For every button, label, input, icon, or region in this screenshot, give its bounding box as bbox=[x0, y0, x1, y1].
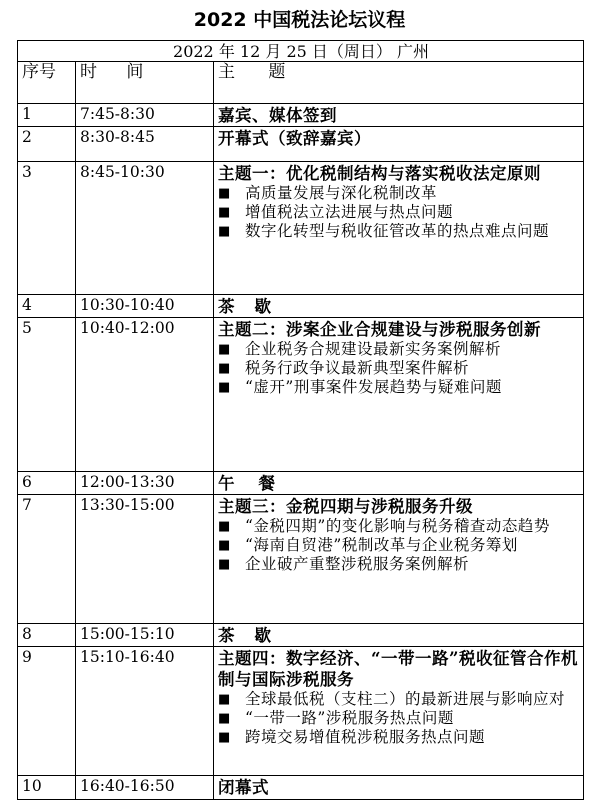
agenda-row bbox=[18, 472, 584, 495]
bullet-text: “海南自贸港”税制改革与企业税务筹划 bbox=[245, 536, 518, 554]
row-number: 9 bbox=[18, 647, 76, 776]
topic-bullet-item bbox=[218, 555, 580, 574]
bullet-square-icon: ■ bbox=[218, 361, 231, 376]
bullet-square-icon: ■ bbox=[218, 205, 231, 220]
bullet-square-icon: ■ bbox=[218, 557, 231, 572]
row-time: 7:45-8:30 bbox=[76, 104, 214, 127]
row-number: 4 bbox=[18, 295, 76, 318]
topic-bullet-item bbox=[218, 340, 580, 359]
row-number: 1 bbox=[18, 104, 76, 127]
row-topic bbox=[214, 776, 584, 800]
bullet-square-icon: ■ bbox=[218, 692, 231, 707]
bullet-text: 企业破产重整涉税服务案例解析 bbox=[245, 555, 470, 573]
agenda-row bbox=[18, 127, 584, 162]
bullet-text: “金税四期”的变化影响与税务稽查动态趋势 bbox=[245, 517, 550, 535]
row-time: 8:30-8:45 bbox=[76, 127, 214, 162]
agenda-row bbox=[18, 647, 584, 776]
bullet-square-icon: ■ bbox=[218, 519, 231, 534]
row-number: 8 bbox=[18, 624, 76, 647]
bullet-square-icon: ■ bbox=[218, 342, 231, 357]
topic-bullet-item bbox=[218, 359, 580, 378]
topic-heading: 主题三：金税四期与涉税服务升级 bbox=[218, 497, 473, 516]
topic-heading: 茶歇 bbox=[218, 626, 291, 645]
agenda-table bbox=[17, 40, 584, 800]
row-time: 15:00-15:10 bbox=[76, 624, 214, 647]
date-row bbox=[18, 41, 584, 62]
page-title: 2022 中国税法论坛议程 bbox=[193, 9, 406, 31]
row-topic bbox=[214, 162, 584, 295]
bullet-text: 税务行政争议最新典型案件解析 bbox=[245, 359, 470, 377]
bullet-text: 增值税法立法进展与热点问题 bbox=[245, 203, 454, 221]
row-number: 3 bbox=[18, 162, 76, 295]
header-topic: 主 题 bbox=[214, 62, 584, 104]
bullet-square-icon: ■ bbox=[218, 711, 231, 726]
row-time: 12:00-13:30 bbox=[76, 472, 214, 495]
row-time: 8:45-10:30 bbox=[76, 162, 214, 295]
row-topic bbox=[214, 318, 584, 472]
topic-bullet-item bbox=[218, 184, 580, 203]
row-topic bbox=[214, 295, 584, 318]
topic-heading: 嘉宾、媒体签到 bbox=[218, 106, 337, 125]
agenda-row bbox=[18, 495, 584, 624]
topic-bullet-item bbox=[218, 222, 580, 241]
agenda-row bbox=[18, 776, 584, 800]
agenda-row bbox=[18, 104, 584, 127]
agenda-body bbox=[18, 41, 584, 800]
row-number: 7 bbox=[18, 495, 76, 624]
bullet-text: 高质量发展与深化税制改革 bbox=[245, 184, 438, 202]
header-no: 序号 bbox=[18, 62, 76, 104]
agenda-row bbox=[18, 318, 584, 472]
topic-heading: 主题一：优化税制结构与落实税收法定原则 bbox=[218, 164, 541, 183]
topic-bullet-item bbox=[218, 709, 580, 728]
topic-bullet-item bbox=[218, 517, 580, 536]
row-topic bbox=[214, 104, 584, 127]
agenda-row bbox=[18, 624, 584, 647]
row-time: 10:30-10:40 bbox=[76, 295, 214, 318]
row-time: 16:40-16:50 bbox=[76, 776, 214, 800]
bullet-square-icon: ■ bbox=[218, 224, 231, 239]
topic-heading: 开幕式（致辞嘉宾） bbox=[218, 129, 371, 148]
header-time: 时 间 bbox=[76, 62, 214, 104]
bullet-text: 数字化转型与税收征管改革的热点难点问题 bbox=[245, 222, 550, 240]
topic-bullet-item bbox=[218, 536, 580, 555]
topic-heading: 主题二：涉案企业合规建设与涉税服务创新 bbox=[218, 320, 541, 339]
row-topic bbox=[214, 495, 584, 624]
bullet-text: 跨境交易增值税涉税服务热点问题 bbox=[245, 728, 486, 746]
topic-heading: 闭幕式 bbox=[218, 778, 269, 797]
topic-bullet-item bbox=[218, 203, 580, 222]
bullet-square-icon: ■ bbox=[218, 186, 231, 201]
topic-heading: 午餐 bbox=[218, 474, 299, 493]
bullet-text: 全球最低税（支柱二）的最新进展与影响应对 bbox=[245, 690, 566, 708]
header-row bbox=[18, 62, 584, 104]
row-topic bbox=[214, 472, 584, 495]
row-topic bbox=[214, 647, 584, 776]
row-time: 13:30-15:00 bbox=[76, 495, 214, 624]
bullet-square-icon: ■ bbox=[218, 538, 231, 553]
topic-bullet-item bbox=[218, 378, 580, 397]
agenda-row bbox=[18, 295, 584, 318]
row-time: 10:40-12:00 bbox=[76, 318, 214, 472]
row-number: 6 bbox=[18, 472, 76, 495]
row-number: 2 bbox=[18, 127, 76, 162]
date-line: 2022 年 12 月 25 日（周日） 广州 bbox=[18, 41, 584, 62]
row-time: 15:10-16:40 bbox=[76, 647, 214, 776]
row-topic bbox=[214, 127, 584, 162]
topic-bullet-item bbox=[218, 728, 580, 747]
row-topic bbox=[214, 624, 584, 647]
bullet-square-icon: ■ bbox=[218, 730, 231, 745]
row-number: 5 bbox=[18, 318, 76, 472]
bullet-text: “虚开”刑事案件发展趋势与疑难问题 bbox=[245, 378, 502, 396]
bullet-text: “一带一路”涉税服务热点问题 bbox=[245, 709, 454, 727]
agenda-row bbox=[18, 162, 584, 295]
topic-bullet-item bbox=[218, 690, 580, 709]
topic-heading: 茶歇 bbox=[218, 297, 291, 316]
row-number: 10 bbox=[18, 776, 76, 800]
topic-heading: 主题四：数字经济、“一带一路”税收征管合作机制与国际涉税服务 bbox=[218, 649, 578, 689]
bullet-square-icon: ■ bbox=[218, 380, 231, 395]
bullet-text: 企业税务合规建设最新实务案例解析 bbox=[245, 340, 502, 358]
